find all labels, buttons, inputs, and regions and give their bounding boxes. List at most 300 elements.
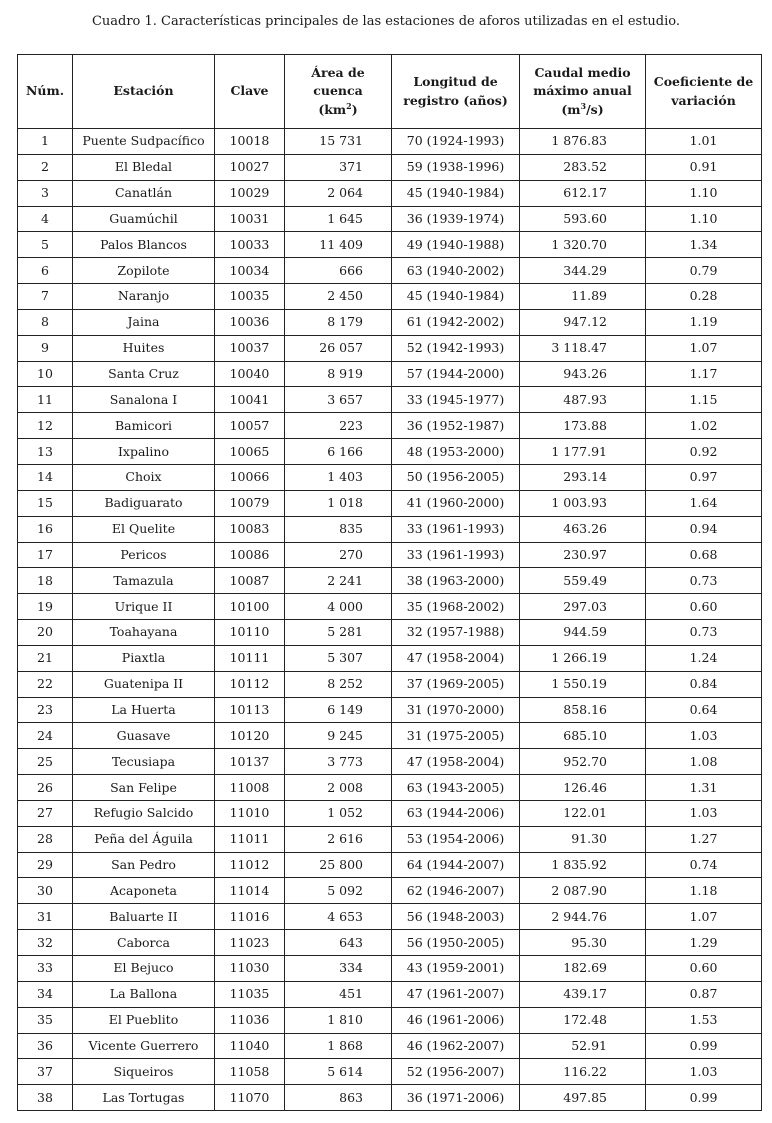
cell-caudal: 1 177.91 — [520, 439, 646, 465]
cell-clave: 10087 — [215, 568, 285, 594]
cell-longitud: 52 (1942-1993) — [392, 335, 520, 361]
cell-area: 2 008 — [285, 775, 392, 801]
cell-estacion: Zopilote — [73, 258, 215, 284]
header-longitud — [392, 55, 520, 129]
table-row — [18, 671, 762, 697]
cell-clave: 10041 — [215, 387, 285, 413]
cell-cv: 1.64 — [646, 490, 762, 516]
cell-cv: 1.17 — [646, 361, 762, 387]
cell-clave: 11012 — [215, 852, 285, 878]
cell-area: 11 409 — [285, 232, 392, 258]
cell-num: 34 — [18, 981, 73, 1007]
table-body — [18, 129, 762, 1111]
cell-caudal: 952.70 — [520, 749, 646, 775]
cell-estacion: La Huerta — [73, 697, 215, 723]
cell-num: 4 — [18, 206, 73, 232]
cell-estacion: Guamúchil — [73, 206, 215, 232]
cell-estacion: Baluarte II — [73, 904, 215, 930]
header-caudal-line3: $(m^3/s)$ — [561, 100, 604, 117]
cell-num: 30 — [18, 878, 73, 904]
cell-num: 9 — [18, 335, 73, 361]
cell-area: 1 810 — [285, 1007, 392, 1033]
cell-estacion: San Pedro — [73, 852, 215, 878]
cell-area: 5 092 — [285, 878, 392, 904]
cell-num: 38 — [18, 1085, 73, 1111]
table-row — [18, 930, 762, 956]
cell-num: 28 — [18, 826, 73, 852]
cell-caudal: 463.26 — [520, 516, 646, 542]
cell-clave: 10031 — [215, 206, 285, 232]
cell-longitud: 31 (1970-2000) — [392, 697, 520, 723]
cell-estacion: Tecusiapa — [73, 749, 215, 775]
cell-num: 26 — [18, 775, 73, 801]
cell-caudal: 487.93 — [520, 387, 646, 413]
cell-estacion: El Bejuco — [73, 956, 215, 982]
cell-area: 6 149 — [285, 697, 392, 723]
table-row — [18, 826, 762, 852]
cell-caudal: 283.52 — [520, 154, 646, 180]
cell-cv: 1.10 — [646, 206, 762, 232]
cell-cv: 1.15 — [646, 387, 762, 413]
table-row — [18, 309, 762, 335]
cell-num: 21 — [18, 645, 73, 671]
cell-longitud: 47 (1958-2004) — [392, 749, 520, 775]
cell-estacion: Sanalona I — [73, 387, 215, 413]
cell-area: 8 252 — [285, 671, 392, 697]
cell-clave: 10112 — [215, 671, 285, 697]
cell-caudal: 2 944.76 — [520, 904, 646, 930]
cell-longitud: 45 (1940-1984) — [392, 180, 520, 206]
cell-clave: 10057 — [215, 413, 285, 439]
table-row — [18, 904, 762, 930]
cell-area: 3 657 — [285, 387, 392, 413]
cell-cv: 1.19 — [646, 309, 762, 335]
cell-longitud: 52 (1956-2007) — [392, 1059, 520, 1085]
cell-estacion: Tamazula — [73, 568, 215, 594]
cell-caudal: 1 266.19 — [520, 645, 646, 671]
cell-area: 451 — [285, 981, 392, 1007]
cell-estacion: Vicente Guerrero — [73, 1033, 215, 1059]
cell-area: 25 800 — [285, 852, 392, 878]
cell-estacion: Las Tortugas — [73, 1085, 215, 1111]
cell-cv: 0.60 — [646, 594, 762, 620]
cell-num: 16 — [18, 516, 73, 542]
cell-longitud: 47 (1961-2007) — [392, 981, 520, 1007]
cell-estacion: Toahayana — [73, 620, 215, 646]
cell-caudal: 126.46 — [520, 775, 646, 801]
table-row — [18, 852, 762, 878]
cell-area: 26 057 — [285, 335, 392, 361]
table-row — [18, 800, 762, 826]
cell-caudal: 593.60 — [520, 206, 646, 232]
cell-estacion: Canatlán — [73, 180, 215, 206]
cell-clave: 11011 — [215, 826, 285, 852]
cell-caudal: 116.22 — [520, 1059, 646, 1085]
cell-clave: 10035 — [215, 284, 285, 310]
cell-caudal: 944.59 — [520, 620, 646, 646]
cell-caudal: 1 550.19 — [520, 671, 646, 697]
table-row — [18, 1059, 762, 1085]
cell-caudal: 172.48 — [520, 1007, 646, 1033]
cell-longitud: 45 (1940-1984) — [392, 284, 520, 310]
cell-num: 29 — [18, 852, 73, 878]
cell-estacion: Acaponeta — [73, 878, 215, 904]
cell-longitud: 47 (1958-2004) — [392, 645, 520, 671]
cell-longitud: 31 (1975-2005) — [392, 723, 520, 749]
cell-num: 37 — [18, 1059, 73, 1085]
cell-longitud: 50 (1956-2005) — [392, 464, 520, 490]
cell-area: 863 — [285, 1085, 392, 1111]
cell-clave: 11023 — [215, 930, 285, 956]
cell-longitud: 36 (1939-1974) — [392, 206, 520, 232]
cell-area: 2 616 — [285, 826, 392, 852]
cell-caudal: 344.29 — [520, 258, 646, 284]
cell-longitud: 56 (1948-2003) — [392, 904, 520, 930]
cell-longitud: 48 (1953-2000) — [392, 439, 520, 465]
header-clave: Clave — [215, 55, 285, 129]
cell-caudal: 1 876.83 — [520, 129, 646, 155]
cell-estacion: Guasave — [73, 723, 215, 749]
table-row — [18, 129, 762, 155]
table-row — [18, 594, 762, 620]
header-caudal-line1: Caudal medio — [534, 65, 631, 81]
table-row — [18, 232, 762, 258]
table-row — [18, 206, 762, 232]
table-row — [18, 1033, 762, 1059]
cell-clave: 10100 — [215, 594, 285, 620]
cell-longitud: 61 (1942-2002) — [392, 309, 520, 335]
cell-caudal: 685.10 — [520, 723, 646, 749]
cell-estacion: Refugio Salcido — [73, 800, 215, 826]
cell-area: 5 614 — [285, 1059, 392, 1085]
cell-cv: 0.92 — [646, 439, 762, 465]
cell-caudal: 95.30 — [520, 930, 646, 956]
cell-longitud: 46 (1962-2007) — [392, 1033, 520, 1059]
cell-estacion: El Pueblito — [73, 1007, 215, 1033]
cell-num: 31 — [18, 904, 73, 930]
cell-clave: 10120 — [215, 723, 285, 749]
cell-area: 5 281 — [285, 620, 392, 646]
cell-estacion: La Ballona — [73, 981, 215, 1007]
cell-longitud: 59 (1938-1996) — [392, 154, 520, 180]
cell-caudal: 1 320.70 — [520, 232, 646, 258]
cell-cv: 0.68 — [646, 542, 762, 568]
cell-longitud: 63 (1940-2002) — [392, 258, 520, 284]
cell-clave: 10137 — [215, 749, 285, 775]
cell-area: 371 — [285, 154, 392, 180]
cell-num: 13 — [18, 439, 73, 465]
cell-num: 22 — [18, 671, 73, 697]
cell-clave: 10066 — [215, 464, 285, 490]
cell-estacion: Piaxtla — [73, 645, 215, 671]
cell-caudal: 297.03 — [520, 594, 646, 620]
cell-longitud: 33 (1961-1993) — [392, 516, 520, 542]
cell-caudal: 612.17 — [520, 180, 646, 206]
cell-area: 643 — [285, 930, 392, 956]
cell-estacion: El Bledal — [73, 154, 215, 180]
table-row — [18, 723, 762, 749]
cell-area: 2 241 — [285, 568, 392, 594]
cell-estacion: Naranjo — [73, 284, 215, 310]
cell-longitud: 33 (1961-1993) — [392, 542, 520, 568]
cell-clave: 10036 — [215, 309, 285, 335]
cell-clave: 11010 — [215, 800, 285, 826]
cell-num: 20 — [18, 620, 73, 646]
cell-area: 4 000 — [285, 594, 392, 620]
table-row — [18, 568, 762, 594]
cell-num: 6 — [18, 258, 73, 284]
cell-cv: 0.87 — [646, 981, 762, 1007]
cell-cv: 0.73 — [646, 620, 762, 646]
table-row — [18, 878, 762, 904]
cell-clave: 10027 — [215, 154, 285, 180]
cell-caudal: 943.26 — [520, 361, 646, 387]
cell-cv: 1.01 — [646, 129, 762, 155]
cell-area: 15 731 — [285, 129, 392, 155]
cell-clave: 11070 — [215, 1085, 285, 1111]
cell-estacion: Choix — [73, 464, 215, 490]
cell-estacion: Caborca — [73, 930, 215, 956]
cell-estacion: Siqueiros — [73, 1059, 215, 1085]
cell-cv: 0.79 — [646, 258, 762, 284]
cell-cv: 1.03 — [646, 1059, 762, 1085]
cell-estacion: Peña del Águila — [73, 826, 215, 852]
cell-area: 8 179 — [285, 309, 392, 335]
cell-longitud: 57 (1944-2000) — [392, 361, 520, 387]
cell-longitud: 36 (1952-1987) — [392, 413, 520, 439]
cell-longitud: 63 (1944-2006) — [392, 800, 520, 826]
table-row — [18, 464, 762, 490]
cell-num: 7 — [18, 284, 73, 310]
cell-num: 24 — [18, 723, 73, 749]
cell-caudal: 439.17 — [520, 981, 646, 1007]
cell-cv: 0.84 — [646, 671, 762, 697]
cell-num: 1 — [18, 129, 73, 155]
cell-clave: 11030 — [215, 956, 285, 982]
cell-clave: 10029 — [215, 180, 285, 206]
table-row — [18, 645, 762, 671]
cell-caudal: 182.69 — [520, 956, 646, 982]
header-area — [285, 55, 392, 129]
cell-area: 2 450 — [285, 284, 392, 310]
cell-cv: 1.53 — [646, 1007, 762, 1033]
cell-estacion: Badiguarato — [73, 490, 215, 516]
cell-caudal: 91.30 — [520, 826, 646, 852]
cell-longitud: 64 (1944-2007) — [392, 852, 520, 878]
header-area-line1: Área de cuenca — [311, 65, 365, 99]
stations-table — [17, 54, 762, 1111]
header-cv-line1: Coeficiente de — [653, 74, 754, 90]
cell-estacion: Huites — [73, 335, 215, 361]
cell-clave: 11016 — [215, 904, 285, 930]
cell-area: 1 052 — [285, 800, 392, 826]
cell-cv: 0.91 — [646, 154, 762, 180]
table-row — [18, 335, 762, 361]
cell-cv: 1.10 — [646, 180, 762, 206]
cell-num: 19 — [18, 594, 73, 620]
cell-area: 1 645 — [285, 206, 392, 232]
cell-area: 666 — [285, 258, 392, 284]
table-row — [18, 775, 762, 801]
cell-cv: 0.97 — [646, 464, 762, 490]
cell-estacion: Ixpalino — [73, 439, 215, 465]
cell-caudal: 2 087.90 — [520, 878, 646, 904]
header-estacion: Estación — [73, 55, 215, 129]
cell-caudal: 1 835.92 — [520, 852, 646, 878]
cell-caudal: 559.49 — [520, 568, 646, 594]
cell-cv: 1.02 — [646, 413, 762, 439]
cell-clave: 10037 — [215, 335, 285, 361]
cell-cv: 1.29 — [646, 930, 762, 956]
cell-caudal: 497.85 — [520, 1085, 646, 1111]
cell-longitud: 43 (1959-2001) — [392, 956, 520, 982]
cell-num: 27 — [18, 800, 73, 826]
cell-num: 35 — [18, 1007, 73, 1033]
cell-caudal: 3 118.47 — [520, 335, 646, 361]
cell-clave: 10033 — [215, 232, 285, 258]
table-row — [18, 490, 762, 516]
cell-area: 5 307 — [285, 645, 392, 671]
cell-caudal: 52.91 — [520, 1033, 646, 1059]
cell-clave: 10113 — [215, 697, 285, 723]
cell-area: 6 166 — [285, 439, 392, 465]
header-cv-line2: variación — [671, 92, 736, 108]
cell-cv: 0.64 — [646, 697, 762, 723]
cell-estacion: Pericos — [73, 542, 215, 568]
cell-clave: 11058 — [215, 1059, 285, 1085]
cell-num: 17 — [18, 542, 73, 568]
cell-area: 8 919 — [285, 361, 392, 387]
cell-area: 9 245 — [285, 723, 392, 749]
table-row — [18, 439, 762, 465]
cell-area: 1 868 — [285, 1033, 392, 1059]
cell-caudal: 1 003.93 — [520, 490, 646, 516]
cell-cv: 1.07 — [646, 335, 762, 361]
cell-clave: 10083 — [215, 516, 285, 542]
cell-num: 10 — [18, 361, 73, 387]
cell-estacion: Guatenipa II — [73, 671, 215, 697]
cell-num: 2 — [18, 154, 73, 180]
cell-cv: 0.60 — [646, 956, 762, 982]
cell-caudal: 11.89 — [520, 284, 646, 310]
cell-cv: 0.99 — [646, 1033, 762, 1059]
cell-longitud: 32 (1957-1988) — [392, 620, 520, 646]
table-row — [18, 956, 762, 982]
header-area-line2: $(km^2)$ — [318, 100, 358, 117]
cell-estacion: Palos Blancos — [73, 232, 215, 258]
header-caudal-line2: máximo anual — [533, 83, 632, 99]
table-row — [18, 154, 762, 180]
cell-num: 25 — [18, 749, 73, 775]
cell-clave: 11014 — [215, 878, 285, 904]
cell-longitud: 36 (1971-2006) — [392, 1085, 520, 1111]
cell-num: 8 — [18, 309, 73, 335]
cell-cv: 0.28 — [646, 284, 762, 310]
cell-caudal: 122.01 — [520, 800, 646, 826]
cell-clave: 11008 — [215, 775, 285, 801]
table-row — [18, 1007, 762, 1033]
cell-clave: 11036 — [215, 1007, 285, 1033]
cell-caudal: 173.88 — [520, 413, 646, 439]
cell-caudal: 293.14 — [520, 464, 646, 490]
cell-caudal: 858.16 — [520, 697, 646, 723]
table-row — [18, 387, 762, 413]
cell-num: 23 — [18, 697, 73, 723]
cell-cv: 1.08 — [646, 749, 762, 775]
cell-caudal: 230.97 — [520, 542, 646, 568]
cell-clave: 11040 — [215, 1033, 285, 1059]
cell-longitud: 46 (1961-2006) — [392, 1007, 520, 1033]
cell-area: 223 — [285, 413, 392, 439]
cell-cv: 1.03 — [646, 800, 762, 826]
cell-num: 15 — [18, 490, 73, 516]
cell-area: 270 — [285, 542, 392, 568]
table-row — [18, 361, 762, 387]
cell-cv: 1.31 — [646, 775, 762, 801]
cell-num: 11 — [18, 387, 73, 413]
cell-clave: 11035 — [215, 981, 285, 1007]
cell-num: 33 — [18, 956, 73, 982]
cell-clave: 10018 — [215, 129, 285, 155]
cell-cv: 1.24 — [646, 645, 762, 671]
cell-estacion: Bamicori — [73, 413, 215, 439]
cell-num: 36 — [18, 1033, 73, 1059]
cell-area: 334 — [285, 956, 392, 982]
cell-longitud: 56 (1950-2005) — [392, 930, 520, 956]
cell-longitud: 63 (1943-2005) — [392, 775, 520, 801]
cell-area: 1 018 — [285, 490, 392, 516]
cell-clave: 10034 — [215, 258, 285, 284]
cell-cv: 1.03 — [646, 723, 762, 749]
cell-cv: 0.74 — [646, 852, 762, 878]
cell-cv: 1.07 — [646, 904, 762, 930]
table-row — [18, 516, 762, 542]
header-cv — [646, 55, 762, 129]
cell-estacion: Puente Sudpacífico — [73, 129, 215, 155]
cell-clave: 10111 — [215, 645, 285, 671]
header-longitud-line1: Longitud de — [413, 74, 498, 90]
cell-longitud: 53 (1954-2006) — [392, 826, 520, 852]
cell-area: 4 653 — [285, 904, 392, 930]
header-row — [18, 55, 762, 129]
cell-area: 3 773 — [285, 749, 392, 775]
cell-longitud: 37 (1969-2005) — [392, 671, 520, 697]
cell-cv: 0.73 — [646, 568, 762, 594]
cell-longitud: 38 (1963-2000) — [392, 568, 520, 594]
cell-longitud: 35 (1968-2002) — [392, 594, 520, 620]
table-row — [18, 1085, 762, 1111]
header-num: Núm. — [18, 55, 73, 129]
cell-clave: 10040 — [215, 361, 285, 387]
cell-estacion: Jaina — [73, 309, 215, 335]
table-row — [18, 542, 762, 568]
cell-num: 3 — [18, 180, 73, 206]
cell-caudal: 947.12 — [520, 309, 646, 335]
cell-num: 12 — [18, 413, 73, 439]
cell-cv: 0.99 — [646, 1085, 762, 1111]
cell-cv: 1.18 — [646, 878, 762, 904]
table-row — [18, 749, 762, 775]
cell-area: 1 403 — [285, 464, 392, 490]
table-caption: Cuadro 1. Características principales de las estaciones de aforos utilizadas en el estudio. — [91, 14, 681, 29]
cell-clave: 10086 — [215, 542, 285, 568]
cell-estacion: Urique II — [73, 594, 215, 620]
cell-clave: 10065 — [215, 439, 285, 465]
cell-area: 835 — [285, 516, 392, 542]
cell-clave: 10110 — [215, 620, 285, 646]
cell-longitud: 49 (1940-1988) — [392, 232, 520, 258]
cell-cv: 1.27 — [646, 826, 762, 852]
